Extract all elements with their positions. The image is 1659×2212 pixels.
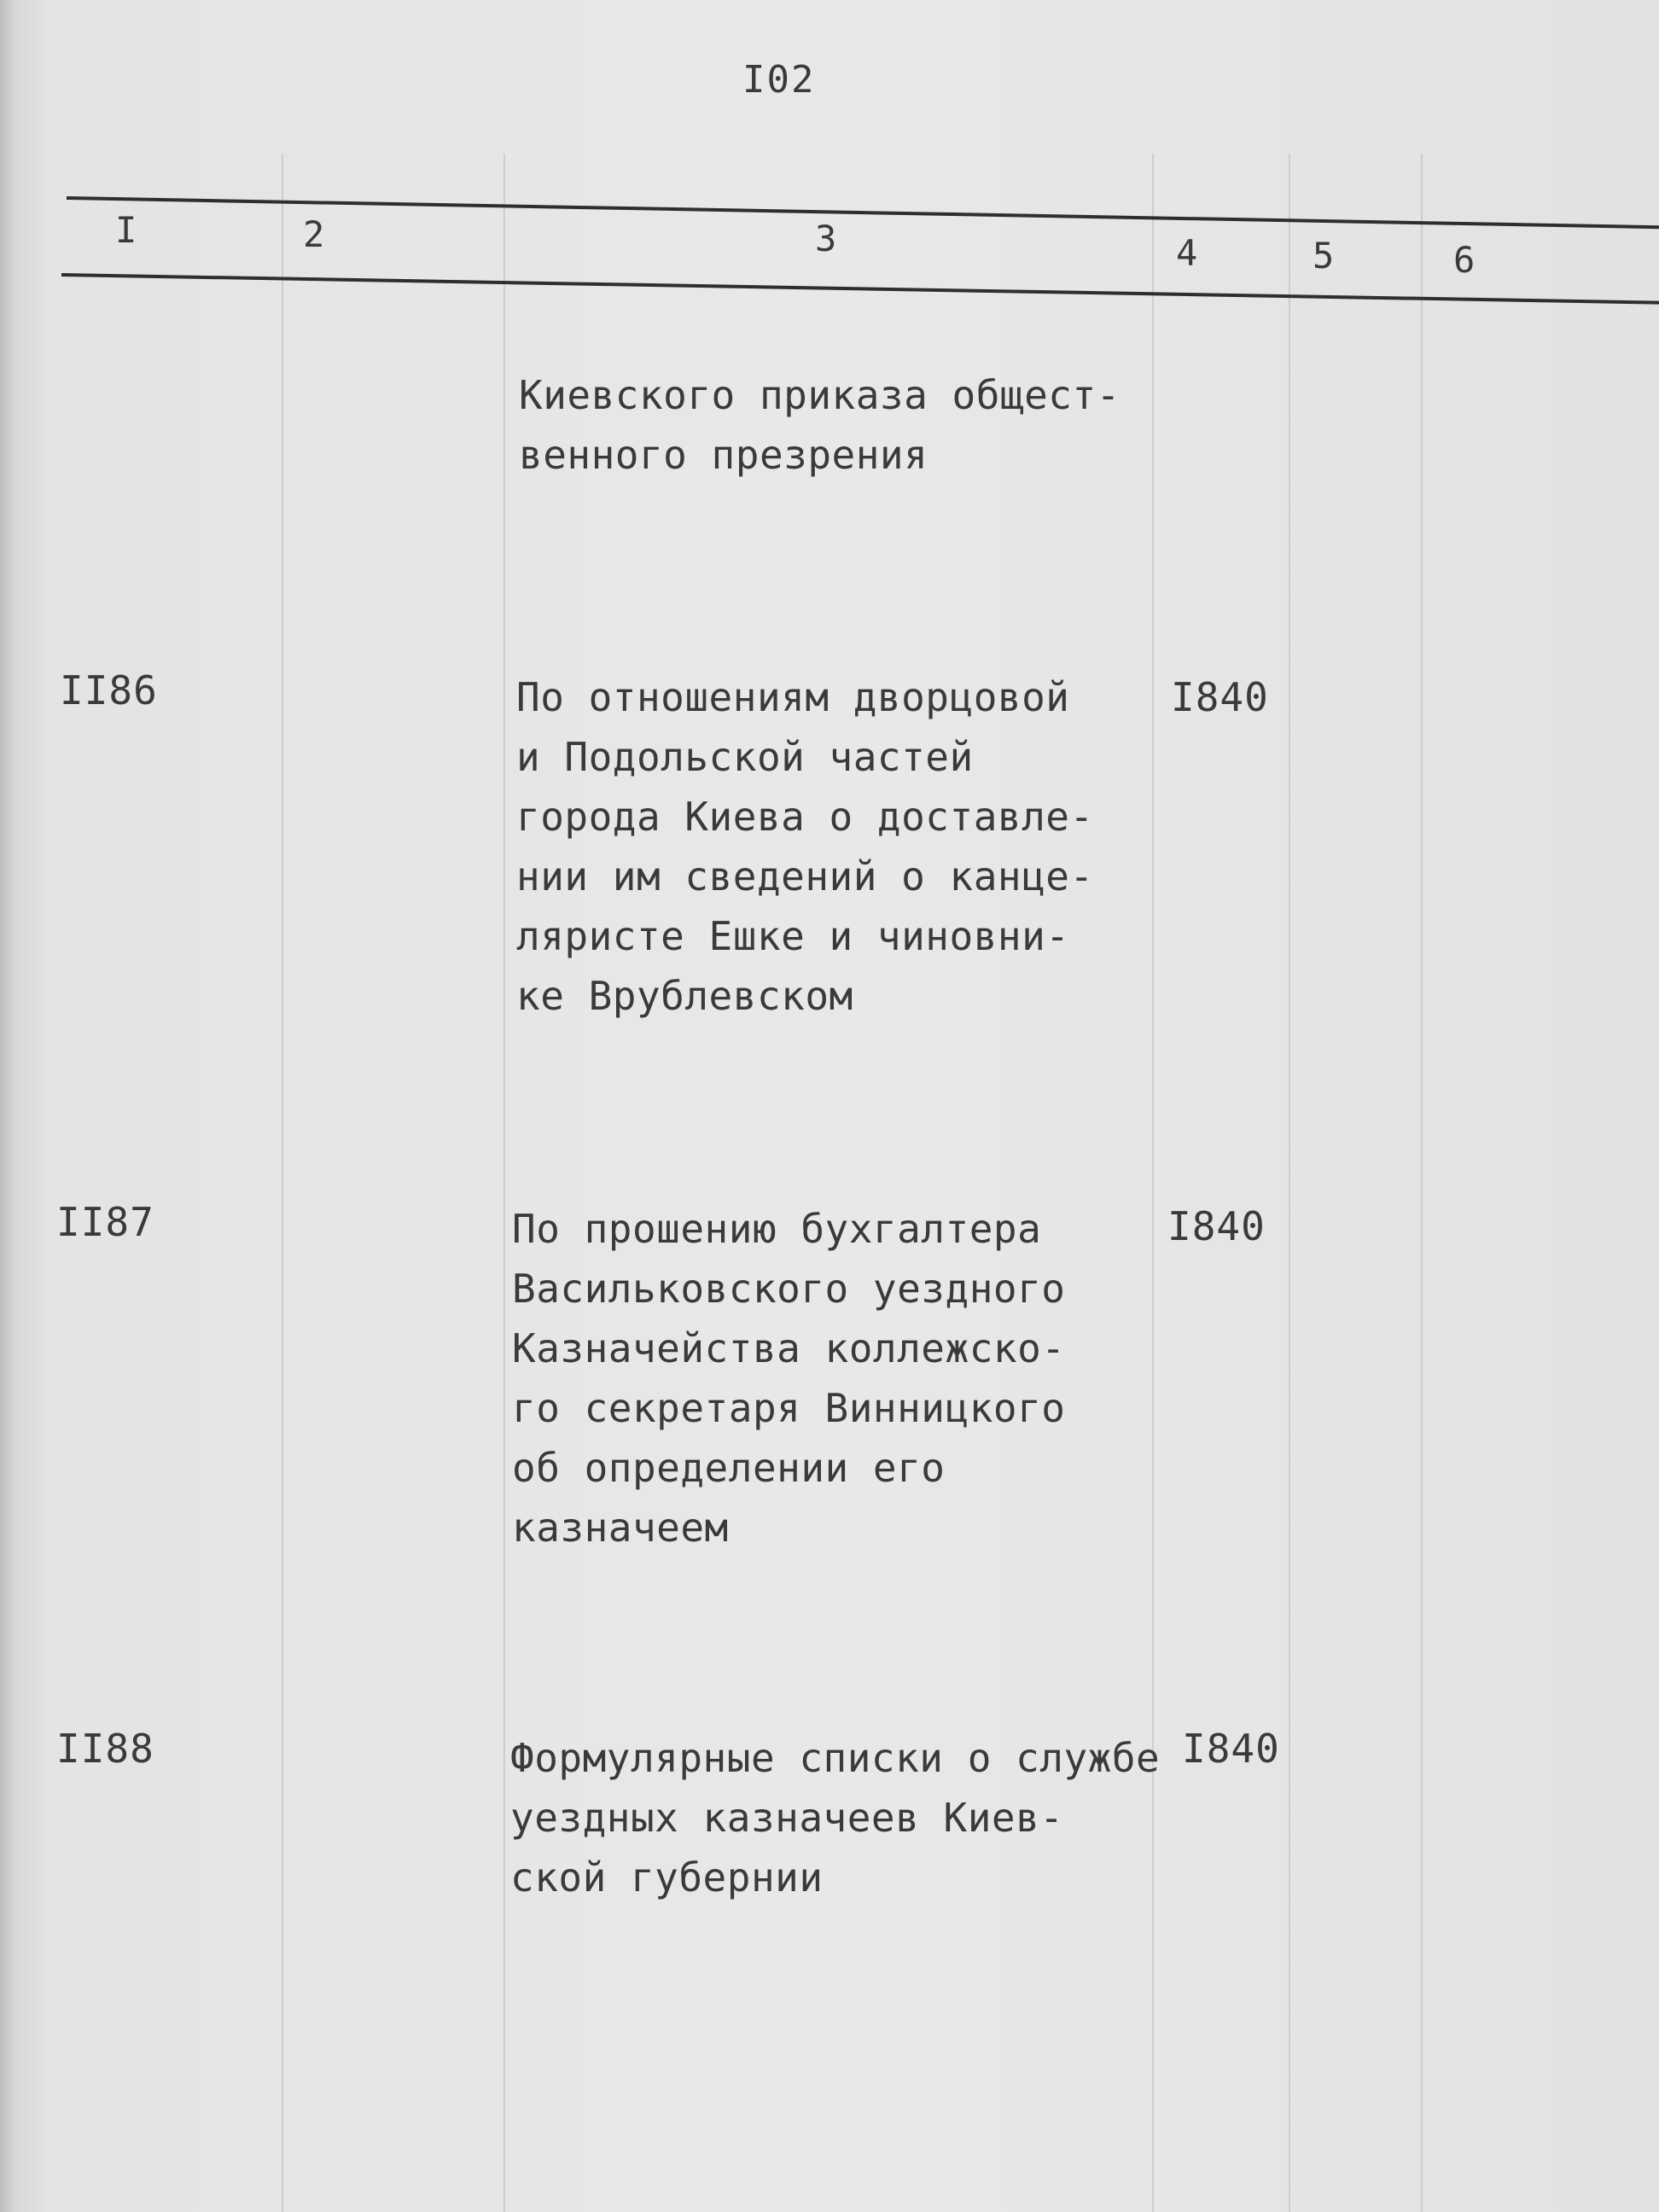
text-line: го секретаря Винницкого — [512, 1385, 1066, 1431]
text-line: нии им сведений о канце- — [516, 853, 1094, 899]
text-line: ской губернии — [510, 1854, 824, 1901]
text-line: города Киева о доставле- — [516, 794, 1094, 840]
column-guide — [1421, 154, 1423, 2212]
column-number-4: 4 — [1176, 232, 1198, 274]
entry-description — [516, 667, 1094, 1026]
column-number-2: 2 — [303, 213, 325, 255]
text-line: Васильковского уездного — [512, 1266, 1066, 1312]
entry-description — [510, 1728, 1160, 1907]
text-line: По отношениям дворцовой — [516, 674, 1070, 720]
text-line: венного презрения — [519, 432, 928, 478]
page-left-edge — [0, 0, 15, 2212]
continuation-text — [519, 365, 1121, 485]
header-rule-bottom — [61, 273, 1659, 305]
text-line: ке Врублевском — [516, 973, 853, 1019]
text-line: Формулярные списки о службе — [510, 1735, 1161, 1781]
entry-year: I840 — [1182, 1726, 1280, 1772]
text-line: Киевского приказа общест- — [519, 372, 1121, 418]
entry-year: I840 — [1171, 674, 1269, 720]
text-line: уездных казначеев Киев- — [510, 1795, 1064, 1841]
entry-description — [512, 1199, 1065, 1557]
column-number-6: 6 — [1453, 239, 1476, 281]
column-number-5: 5 — [1313, 235, 1335, 276]
text-line: и Подольской частей — [516, 734, 974, 780]
text-line: казначеем — [512, 1505, 729, 1551]
entry-id: II87 — [56, 1199, 154, 1245]
entry-year: I840 — [1167, 1203, 1266, 1249]
column-number-3: 3 — [815, 218, 837, 259]
page-number: I02 — [742, 58, 816, 102]
text-line: Казначейства коллежско- — [512, 1325, 1066, 1371]
column-number-1: I — [115, 209, 137, 251]
text-line: По прошению бухгалтера — [512, 1206, 1042, 1252]
column-guide — [1289, 154, 1290, 2212]
entry-id: II88 — [56, 1726, 154, 1772]
entry-id: II86 — [60, 667, 158, 713]
column-guide — [504, 154, 505, 2212]
column-guide — [282, 154, 283, 2212]
text-line: об определении его — [512, 1445, 946, 1491]
text-line: ляристе Ешке и чиновни- — [516, 913, 1070, 959]
